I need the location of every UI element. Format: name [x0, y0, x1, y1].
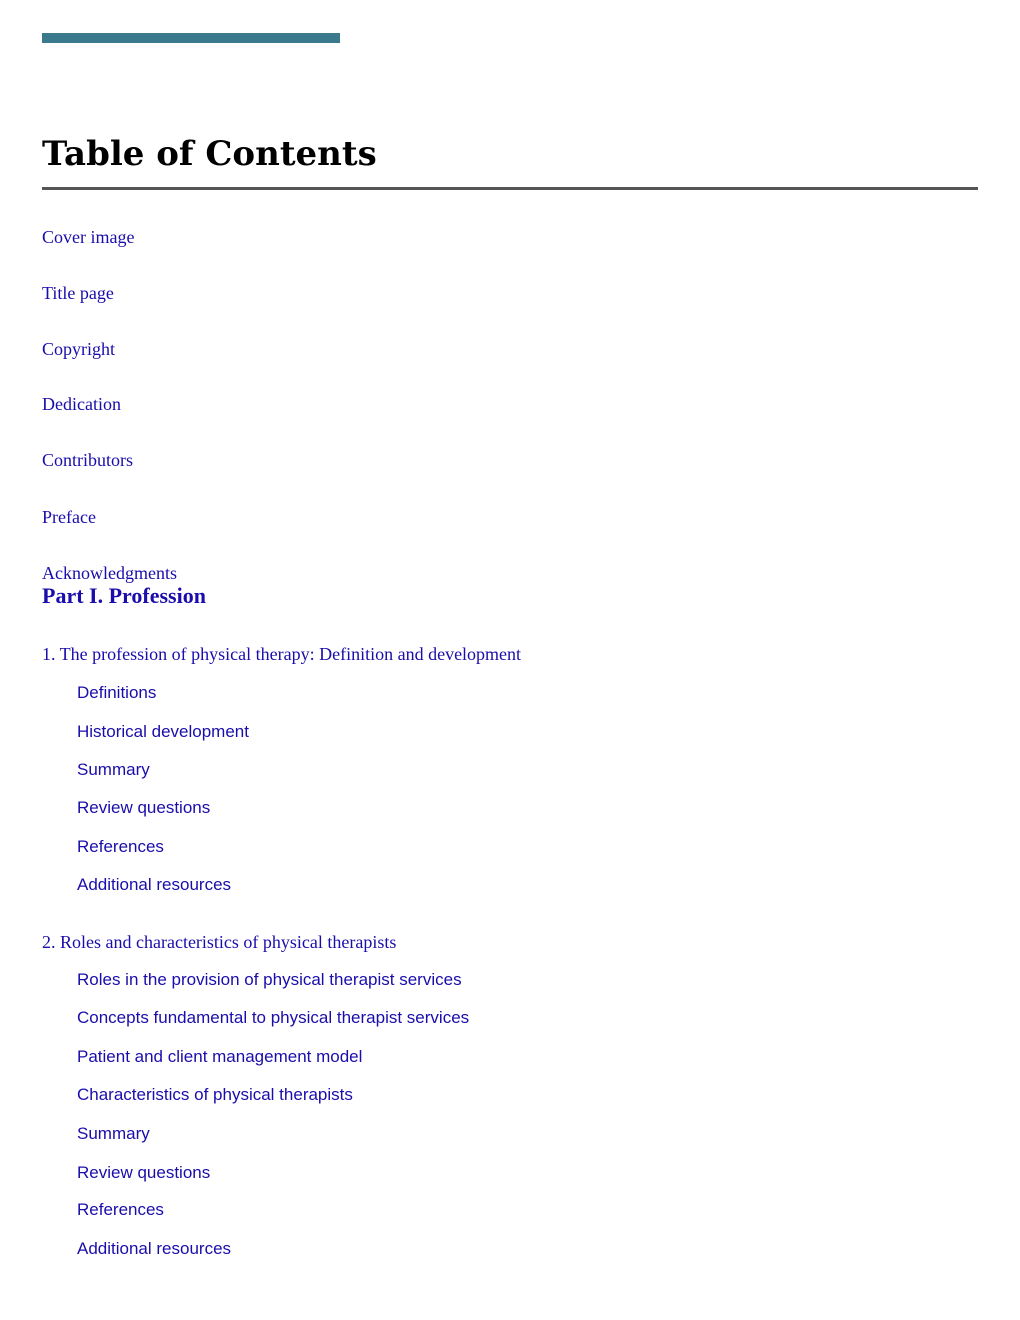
toc-section-link[interactable]: Review questions	[77, 1163, 211, 1182]
toc-section-link[interactable]: Concepts fundamental to physical therapist services	[77, 1008, 470, 1027]
toc-section-link[interactable]: Historical development	[77, 722, 249, 741]
toc-section-link[interactable]: Summary	[77, 760, 150, 779]
toc-section-link[interactable]: Roles in the provision of physical therapist services	[77, 970, 462, 989]
toc-link-copyright[interactable]: Copyright	[42, 339, 116, 359]
toc-link-cover-image[interactable]: Cover image	[42, 227, 135, 247]
toc-part-link[interactable]: Part I. Profession	[42, 583, 206, 608]
toc-section-link[interactable]: References	[77, 1200, 164, 1219]
toc-link-preface[interactable]: Preface	[42, 507, 96, 527]
title-divider	[42, 187, 978, 190]
toc-section-link[interactable]: Review questions	[77, 798, 211, 817]
toc-section-link[interactable]: Additional resources	[77, 875, 232, 894]
toc-link-dedication[interactable]: Dedication	[42, 394, 121, 414]
toc-section-link[interactable]: Characteristics of physical therapists	[77, 1085, 353, 1104]
toc-chapter-link[interactable]: 2. Roles and characteristics of physical therapists	[42, 932, 397, 952]
toc-section-link[interactable]: Definitions	[77, 683, 157, 702]
toc-section-link[interactable]: Summary	[77, 1124, 150, 1143]
page-title: Table of Contents	[42, 134, 377, 174]
toc-chapter-link[interactable]: 1. The profession of physical therapy: Definition and development	[42, 644, 522, 664]
header-accent-bar	[42, 33, 340, 43]
toc-link-contributors[interactable]: Contributors	[42, 450, 134, 470]
toc-section-link[interactable]: Additional resources	[77, 1239, 232, 1258]
toc-section-link[interactable]: Patient and client management model	[77, 1047, 363, 1066]
toc-link-acknowledgments[interactable]: Acknowledgments	[42, 563, 177, 583]
toc-section-link[interactable]: References	[77, 837, 164, 856]
toc-link-title-page[interactable]: Title page	[42, 283, 114, 303]
